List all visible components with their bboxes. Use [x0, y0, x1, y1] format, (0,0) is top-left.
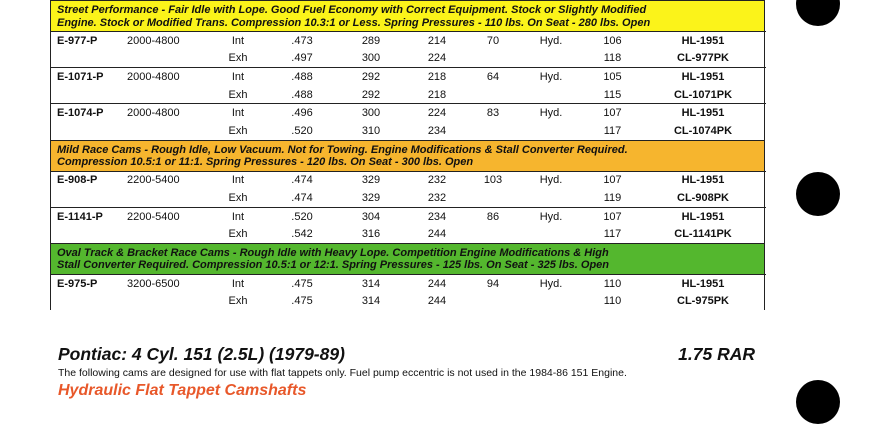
cell-lsa: 70: [469, 32, 517, 50]
cell-side: Int: [209, 171, 267, 189]
cam-spec-sheet: [50, 0, 765, 310]
cell-cl: 119: [603, 191, 622, 204]
banner-line: Oval Track & Bracket Race Cams - Rough Idle with Heavy Lope. Competition Engine Modifications & High: [57, 246, 609, 259]
cell-rpm: [127, 293, 209, 311]
cell-lsa: [469, 50, 517, 68]
engine-heading: [58, 344, 755, 365]
cell-lift: .520: [267, 207, 337, 225]
spec-table-frame: [50, 31, 765, 140]
cell-type: Hyd.: [517, 32, 585, 50]
cell-side: Int: [209, 68, 267, 86]
table-row: [51, 68, 766, 86]
binder-hole: [796, 172, 840, 216]
cell-pn: [51, 50, 127, 68]
cell-rpm: 3200-6500: [127, 274, 209, 292]
cell-lsa: 64: [469, 68, 517, 86]
cell-lift: .475: [267, 274, 337, 292]
cell-type: Hyd.: [517, 207, 585, 225]
cell-dur: 329: [361, 191, 381, 204]
spec-table: [51, 274, 766, 310]
cell-lsa: 86: [469, 207, 517, 225]
rocker-ratio: 1.75 RAR: [678, 344, 755, 364]
cell-type: Hyd.: [517, 104, 585, 122]
cell-kit: CL-1141PK: [674, 228, 732, 241]
cell-dur: 316: [361, 228, 381, 241]
table-row: [51, 189, 766, 207]
cell-dur: 292: [361, 88, 381, 101]
cell-kit: HL-1951: [640, 274, 766, 292]
cell-cl: 115: [603, 88, 622, 101]
table-row: [51, 274, 766, 292]
cell-pn: [51, 189, 127, 207]
cell-rpm: [127, 225, 209, 243]
cell-lift: .496: [267, 104, 337, 122]
engine-note: The following cams are designed for use with flat tappets only. Fuel pump eccentric is not used in the 1984-86 151 Engine.: [58, 367, 627, 379]
cell-lsa: 103: [469, 171, 517, 189]
cell-rpm: [127, 86, 209, 104]
cell-d050: 244: [405, 274, 469, 292]
table-row: [51, 207, 766, 225]
section-street: [50, 0, 765, 140]
cell-side: Int: [209, 104, 267, 122]
cell-rpm: [127, 122, 209, 140]
section-oval-track: [50, 243, 765, 310]
banner-line: Stall Converter Required. Compression 10.5:1 or 12:1. Spring Pressures - 125 lbs. On Seat - 325 lbs. Open: [57, 259, 610, 272]
spec-table: [51, 31, 766, 140]
cell-kit: CL-908PK: [677, 191, 729, 204]
table-row: [51, 122, 766, 140]
cell-pn: E-908-P: [51, 171, 127, 189]
cell-lsa: [469, 189, 517, 207]
cell-type: [517, 189, 585, 207]
cell-dur: 329: [337, 171, 405, 189]
cell-side: Exh: [228, 228, 248, 241]
cell-d050: 244: [427, 228, 447, 241]
spec-table: [51, 171, 766, 243]
cell-cl: 106: [585, 32, 640, 50]
cell-lsa: [469, 122, 517, 140]
cell-lift: .497: [291, 52, 313, 65]
cell-rpm: 2000-4800: [127, 32, 209, 50]
cell-rpm: [127, 189, 209, 207]
cell-lift: .488: [291, 88, 313, 101]
cell-lift: .542: [291, 228, 313, 241]
cell-d050: 232: [405, 171, 469, 189]
cell-d050: 244: [427, 295, 447, 308]
cell-kit: HL-1951: [640, 32, 766, 50]
cell-kit: CL-1071PK: [673, 88, 733, 101]
banner-line: Compression 10.5:1 or 11:1. Spring Pressures - 120 lbs. On Seat - 300 lbs. Open: [57, 156, 474, 169]
cell-dur: 292: [337, 68, 405, 86]
cell-dur: 310: [361, 124, 381, 137]
cell-pn: [51, 293, 127, 311]
table-row: [51, 32, 766, 50]
table-row: [51, 225, 766, 243]
cell-rpm: 2000-4800: [127, 68, 209, 86]
spec-table-frame: [50, 171, 765, 243]
cell-type: [517, 225, 585, 243]
cell-lift: .474: [291, 191, 313, 204]
cell-cl: 117: [603, 124, 622, 137]
cell-kit: CL-977PK: [677, 52, 729, 65]
cell-side: Int: [209, 32, 267, 50]
cell-d050: 234: [405, 207, 469, 225]
cell-type: Hyd.: [517, 274, 585, 292]
cell-d050: 214: [405, 32, 469, 50]
cell-pn: E-977-P: [51, 32, 127, 50]
section-mild-race: [50, 140, 765, 243]
table-row: [51, 104, 766, 122]
cell-rpm: 2200-5400: [127, 171, 209, 189]
cell-kit: HL-1951: [640, 171, 766, 189]
cell-lift: .520: [291, 124, 313, 137]
spec-table-frame: [50, 274, 765, 310]
cell-type: [517, 122, 585, 140]
cell-kit: HL-1951: [640, 104, 766, 122]
cell-type: [517, 86, 585, 104]
cell-pn: E-1141-P: [51, 207, 127, 225]
binder-hole: [796, 380, 840, 424]
cell-cl: 117: [603, 228, 622, 241]
cell-pn: [51, 225, 127, 243]
cell-type: [517, 293, 585, 311]
cell-dur: 300: [337, 104, 405, 122]
cell-dur: 314: [337, 274, 405, 292]
cell-cl: 118: [603, 52, 622, 65]
cell-kit: CL-975PK: [677, 295, 729, 308]
cell-d050: 218: [405, 68, 469, 86]
cell-cl: 107: [585, 207, 640, 225]
cell-d050: 234: [427, 124, 447, 137]
section-banner: [50, 0, 765, 31]
binder-hole: [796, 0, 840, 26]
cell-side: Int: [209, 207, 267, 225]
cell-cl: 110: [585, 274, 640, 292]
cell-lsa: 83: [469, 104, 517, 122]
cell-lift: .475: [291, 295, 313, 308]
cell-d050: 224: [405, 104, 469, 122]
cell-side: Int: [209, 274, 267, 292]
cell-d050: 218: [427, 88, 447, 101]
cell-type: Hyd.: [517, 171, 585, 189]
cell-side: Exh: [228, 191, 248, 204]
cell-dur: 314: [361, 295, 381, 308]
table-row: [51, 293, 766, 311]
section-banner: [50, 140, 765, 171]
cell-lift: .488: [267, 68, 337, 86]
cell-pn: E-1074-P: [51, 104, 127, 122]
table-row: [51, 171, 766, 189]
cell-side: Exh: [228, 295, 248, 308]
cell-lsa: [469, 86, 517, 104]
cell-side: Exh: [228, 88, 248, 101]
cell-side: Exh: [228, 124, 248, 137]
cell-dur: 304: [337, 207, 405, 225]
cell-rpm: 2000-4800: [127, 104, 209, 122]
cell-pn: [51, 122, 127, 140]
cell-lsa: [469, 293, 517, 311]
banner-line: Engine. Stock or Modified Trans. Compression 10.3:1 or Less. Spring Pressures - 110 lbs. On Seat - 280 lbs. Open: [57, 16, 651, 29]
cell-rpm: 2200-5400: [127, 207, 209, 225]
banner-line: Mild Race Cams - Rough Idle, Low Vacuum. Not for Towing. Engine Modifications & Stall Converter Required.: [57, 143, 628, 156]
cell-cl: 110: [603, 295, 622, 308]
cell-d050: 224: [427, 52, 447, 65]
camshaft-type-heading: Hydraulic Flat Tappet Camshafts: [58, 382, 307, 399]
cell-type: Hyd.: [517, 68, 585, 86]
cell-d050: 232: [427, 191, 447, 204]
cell-rpm: [127, 50, 209, 68]
banner-line: Street Performance - Fair Idle with Lope. Good Fuel Economy with Correct Equipment. Stock or Slightly Modified: [57, 4, 647, 16]
cell-lift: .474: [267, 171, 337, 189]
cell-pn: E-1071-P: [51, 68, 127, 86]
table-row: [51, 50, 766, 68]
section-banner: [50, 243, 765, 274]
cell-pn: E-975-P: [51, 274, 127, 292]
cell-dur: 289: [337, 32, 405, 50]
cell-pn: [51, 86, 127, 104]
cell-kit: CL-1074PK: [673, 124, 733, 137]
cell-lift: .473: [267, 32, 337, 50]
table-row: [51, 86, 766, 104]
cell-cl: 107: [585, 171, 640, 189]
cell-type: [517, 50, 585, 68]
cell-lsa: 94: [469, 274, 517, 292]
cell-cl: 107: [585, 104, 640, 122]
cell-dur: 300: [361, 52, 381, 65]
cell-cl: 105: [585, 68, 640, 86]
cell-kit: HL-1951: [640, 207, 766, 225]
engine-title: Pontiac: 4 Cyl. 151 (2.5L) (1979-89): [58, 344, 345, 364]
cell-side: Exh: [228, 52, 248, 65]
cell-kit: HL-1951: [640, 68, 766, 86]
cell-lsa: [469, 225, 517, 243]
